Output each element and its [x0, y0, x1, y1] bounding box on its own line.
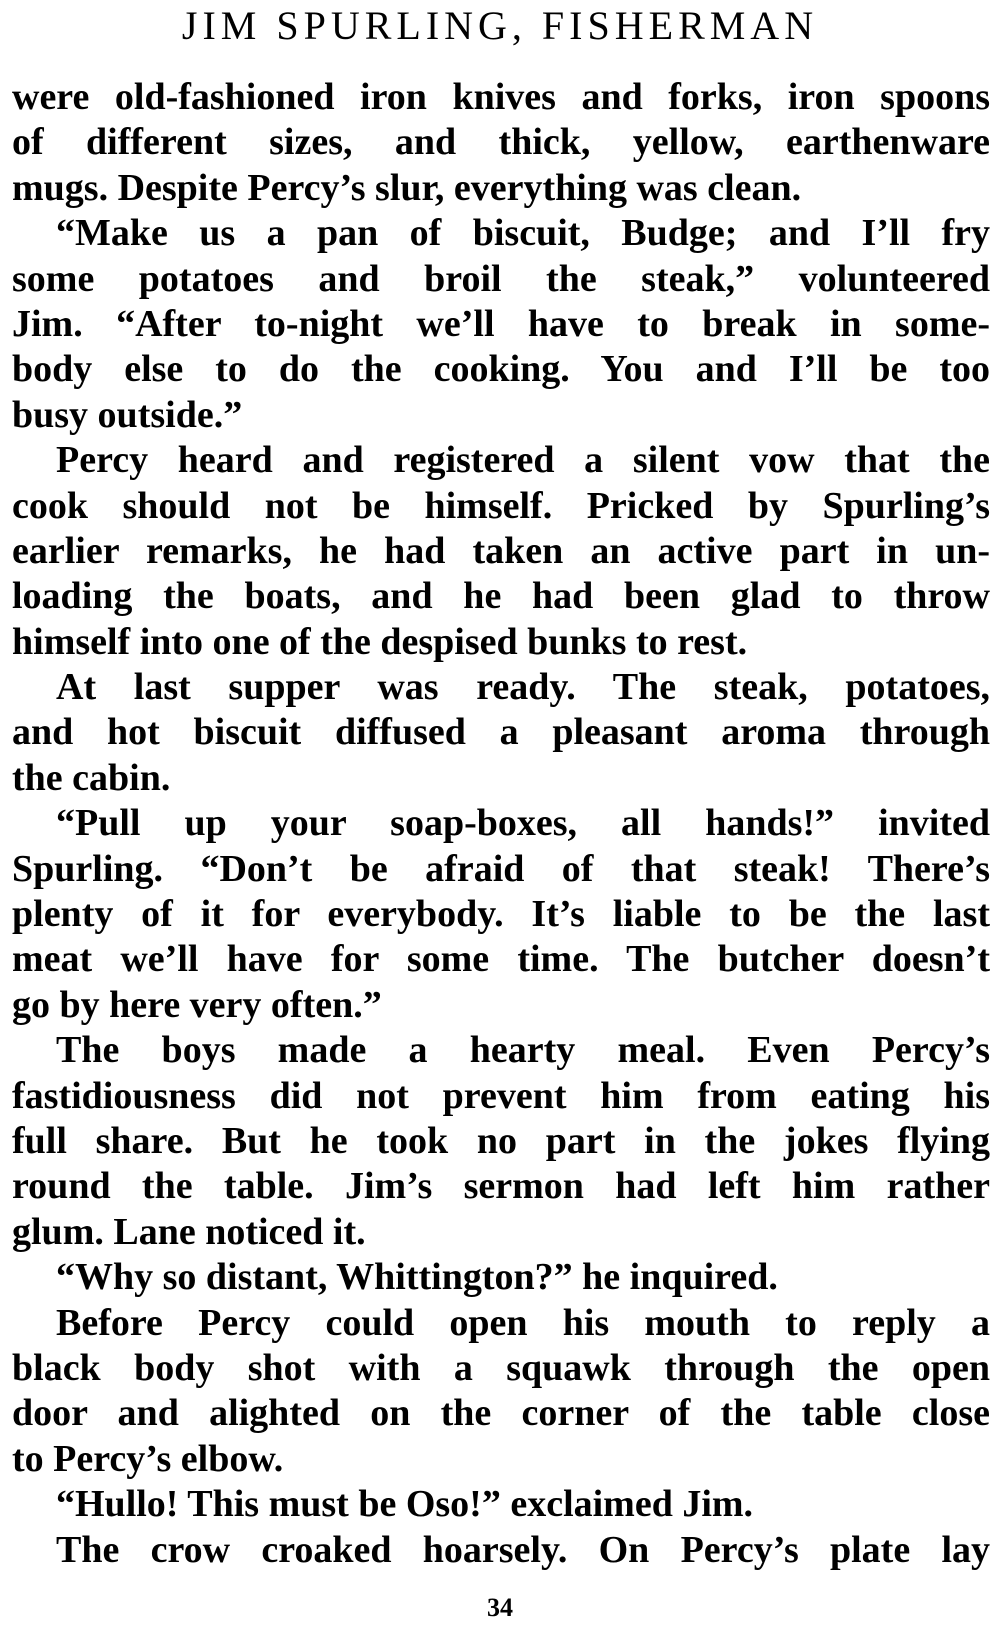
text-line: Percy heard and registered a silent vow that the	[56, 439, 990, 482]
text-line: meat we’ll have for some time. The butcher doesn’t	[12, 938, 990, 981]
text-line: earlier remarks, he had taken an active part in un-	[12, 529, 990, 572]
text-line: Before Percy could open his mouth to reply a	[56, 1301, 990, 1344]
text-line: plenty of it for everybody. It’s liable to be the last	[12, 893, 990, 936]
text-line: The boys made a hearty meal. Even Percy’s	[56, 1029, 990, 1072]
text-line: to Percy’s elbow.	[12, 1437, 284, 1480]
text-line: some potatoes and broil the steak,” volunteered	[12, 257, 990, 300]
text-line: “Pull up your soap-boxes, all hands!” invited	[56, 802, 990, 845]
text-line: round the table. Jim’s sermon had left him rather	[12, 1165, 990, 1208]
text-line: The crow croaked hoarsely. On Percy’s plate lay	[56, 1528, 990, 1571]
text-line: Jim. “After to-night we’ll have to break in some-	[12, 302, 990, 345]
text-line: were old-fashioned iron knives and forks, iron spoons	[12, 76, 990, 118]
text-line: go by here very often.”	[12, 983, 382, 1026]
text-line: door and alighted on the corner of the table close	[12, 1392, 990, 1435]
text-line: busy outside.”	[12, 393, 243, 436]
text-line: At last supper was ready. The steak, potatoes,	[56, 666, 990, 709]
text-line: full share. But he took no part in the jokes flying	[12, 1119, 990, 1162]
text-line: the cabin.	[12, 756, 171, 799]
text-line: glum. Lane noticed it.	[12, 1210, 366, 1253]
text-line: and hot biscuit diffused a pleasant aroma through	[12, 711, 990, 754]
running-head: JIM SPURLING, FISHERMAN	[181, 3, 819, 48]
text-line: mugs. Despite Percy’s slur, everything was clean.	[12, 166, 802, 209]
body-text	[12, 75, 990, 1573]
page-number: 34	[487, 1593, 513, 1622]
text-line: loading the boats, and he had been glad to throw	[12, 575, 990, 618]
text-line: “Hullo! This must be Oso!” exclaimed Jim.	[56, 1483, 754, 1526]
text-line: fastidiousness did not prevent him from eating his	[12, 1074, 990, 1117]
text-line: “Make us a pan of biscuit, Budge; and I’ll fry	[56, 212, 990, 255]
text-line: cook should not be himself. Pricked by Spurling’s	[12, 484, 990, 527]
text-line: body else to do the cooking. You and I’ll be too	[12, 348, 990, 391]
text-line: himself into one of the despised bunks to rest.	[12, 620, 748, 663]
text-line: of different sizes, and thick, yellow, earthenware	[12, 121, 990, 164]
text-line: “Why so distant, Whittington?” he inquired.	[56, 1256, 778, 1299]
text-line: Spurling. “Don’t be afraid of that steak! There’s	[12, 847, 990, 890]
text-line: black body shot with a squawk through the open	[12, 1346, 990, 1389]
